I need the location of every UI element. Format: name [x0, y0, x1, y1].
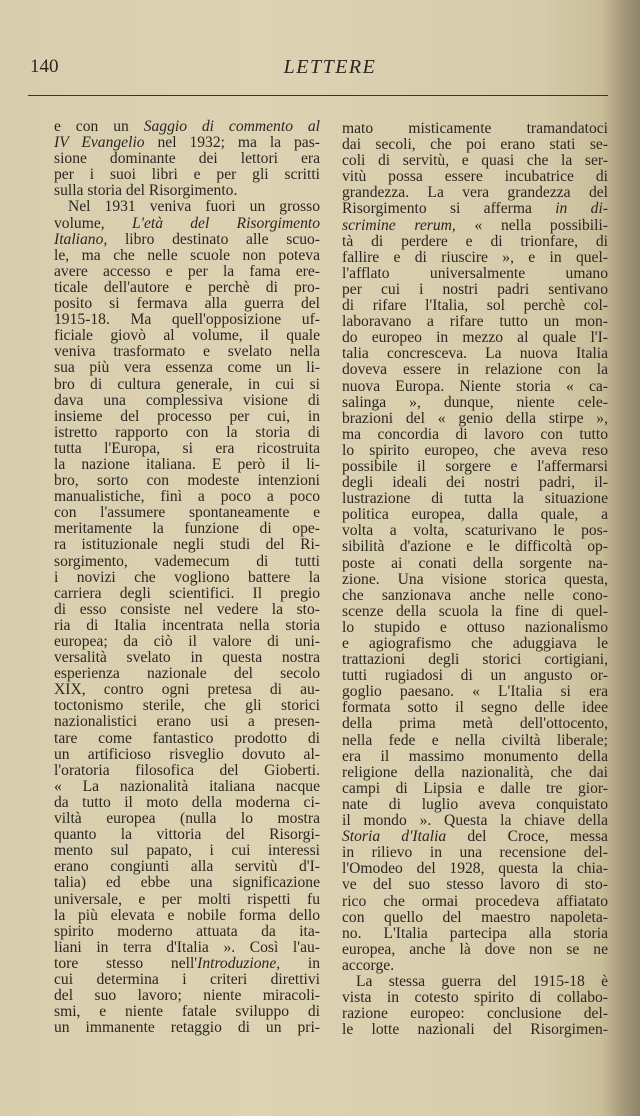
- text-line: erano congiunti alla servitù d'I-: [54, 858, 320, 876]
- right-text-column: [342, 121, 608, 1038]
- text-line: religione della nazionalità, che dai: [342, 763, 608, 781]
- text-line: doveva essere in relazione con la: [342, 361, 608, 379]
- text-line: l'afflato universalmente umano: [342, 264, 608, 282]
- text-line: nazionalistici erano usi a presen-: [54, 713, 320, 731]
- text-line: europea, anche là dove non se ne: [342, 940, 608, 958]
- text-line: avere accesso e per la fama ere-: [54, 262, 320, 280]
- text-line: carriera degli scientifici. Il pregio: [54, 584, 320, 602]
- text-line: mento sul papato, i cui interessi: [54, 842, 320, 860]
- text-line: insieme del processo per cui, in: [54, 407, 320, 425]
- text-line: razione europeo: conclusione del-: [342, 1005, 608, 1023]
- text-line: no. L'Italia partecipa alla storia: [342, 924, 608, 942]
- text-line: bro, sorto con modeste intenzioni: [54, 472, 320, 490]
- italic-text: Saggio di commento al: [143, 118, 320, 135]
- text-line: [54, 232, 320, 248]
- italic-text: scrimine rerum,: [342, 216, 456, 234]
- text-line: coli di servitù, e quasi che la ser-: [342, 152, 608, 170]
- text-line: do europeo in mezzo al quale l'I-: [342, 329, 608, 347]
- text-line: fallire e di riuscire », e in quel-: [342, 248, 608, 266]
- text-line: Nel 1931 veniva fuori un grosso: [68, 198, 320, 216]
- text-line: ficiale giovò al volume, il quale: [54, 327, 320, 345]
- text-line: XIX, contro ogni pretesa di au-: [54, 681, 320, 699]
- text-line: del suo lavoro; niente miracoli-: [54, 987, 320, 1005]
- text-line: per i suoi libri e per gli scritti: [54, 166, 320, 184]
- text-line: [54, 119, 320, 135]
- text-line: salinga », dunque, niente cele-: [342, 393, 608, 411]
- text-line: ra istituzionale negli studi del Ri-: [54, 536, 320, 554]
- text-line: sua più vera essenza come un li-: [54, 359, 320, 377]
- text-line: in rilievo in una recensione del-: [342, 844, 608, 862]
- text-line: che sanzionava anche nelle cono-: [342, 586, 608, 604]
- text-line: sulla storia del Risorgimento.: [54, 182, 238, 200]
- text-line: europea; da ciò il valore di uni-: [54, 633, 320, 650]
- italic-text: Storia d'Italia: [342, 828, 447, 846]
- text-line: i novizi che vogliono battere la: [54, 568, 320, 586]
- text-line: [54, 216, 320, 232]
- text-line: lo spirito europeo, che aveva reso: [342, 441, 608, 459]
- text-line: versalità svelato in questa nostra: [54, 649, 320, 667]
- text-line: veniva trasformato e svelato nella: [54, 343, 320, 361]
- text-line: [342, 218, 608, 234]
- text-line: accorge.: [342, 956, 395, 974]
- text-line: ria di Italia incentrata nella storia: [54, 616, 320, 634]
- header-rule: [28, 95, 608, 96]
- italic-text: Introduzione,: [197, 954, 281, 972]
- text-line: talia concresceva. La nuova Italia: [342, 345, 608, 363]
- text-segment: in: [280, 954, 320, 972]
- italic-text: in di-: [555, 200, 608, 218]
- text-line: toctonismo sterile, che gli storici: [54, 697, 320, 715]
- text-line: zione. Una visione storica questa,: [342, 570, 608, 588]
- text-line: liani in terra d'Italia ». Così l'au-: [54, 938, 320, 956]
- text-line: cui determina i criteri direttivi: [54, 970, 320, 988]
- text-line: vista in cotesto spirito di collabo-: [342, 989, 608, 1007]
- text-line: scenze della scuola la fine di quel-: [342, 602, 608, 620]
- text-line: la nazione italiana. E però il li-: [54, 455, 320, 473]
- text-line: rico che ormai procedeva affiatato: [342, 892, 608, 910]
- text-line: talia) ed ebbe una significazione: [54, 874, 320, 892]
- text-line: con l'assumere spontaneamente e: [54, 504, 320, 522]
- text-line: della prima metà dell'ottocento,: [342, 715, 608, 733]
- text-line: bro di cultura generale, in cui si: [54, 375, 320, 393]
- text-line: l'oratoria filosofica del Gioberti.: [54, 761, 320, 779]
- text-segment: tore stesso nell': [54, 954, 198, 972]
- text-line: goglio paesano. « L'Italia si era: [342, 683, 608, 701]
- text-line: viltà europea (nulla lo mostra: [54, 810, 320, 828]
- text-line: [54, 135, 320, 151]
- text-line: brazioni del « genio della stirpe »,: [342, 409, 608, 427]
- text-line: [342, 829, 608, 845]
- text-line: un artificioso risveglio dovuto al-: [54, 745, 320, 763]
- text-segment: volume,: [54, 214, 132, 232]
- text-line: poste ai conati della sorgente na-: [342, 554, 608, 572]
- text-line: manualistiche, finì a poco a poco: [54, 488, 320, 506]
- text-line: volta a volta, scaturivano le pos-: [342, 522, 608, 540]
- text-line: era il massimo monumento della: [342, 747, 608, 765]
- text-line: con quello del maestro napoleta-: [342, 908, 608, 926]
- text-line: La stessa guerra del 1915-18 è: [356, 972, 608, 990]
- text-segment: nel 1932; ma la pas-: [144, 134, 320, 152]
- text-line: nate di luglio aveva conquistato: [342, 795, 608, 813]
- text-line: mato misticamente tramandatoci: [342, 120, 608, 137]
- text-segment: « nella possibili-: [455, 216, 608, 234]
- text-line: per cui i nostri padri sentivano: [342, 280, 608, 298]
- text-segment: Risorgimento si afferma: [342, 200, 556, 218]
- text-line: universale, e per molti rispetti fu: [54, 890, 320, 908]
- text-line: spirito moderno attuata da ita-: [54, 922, 320, 940]
- text-line: grandezza. La vera grandezza del: [342, 184, 608, 202]
- text-line: campi di Lipsia e dalle tre gior-: [342, 779, 608, 797]
- left-text-column: [54, 119, 320, 1036]
- text-line: lo stupido e ottuso nazionalismo: [342, 618, 608, 636]
- text-line: ma concordia di lavoro con tutto: [342, 425, 608, 443]
- text-line: vitù possa essere incubatrice di: [342, 168, 608, 186]
- text-line: posito si fermava alla guerra del: [54, 295, 320, 313]
- text-line: tutti rugiadosi di un angusto or-: [342, 667, 608, 685]
- text-line: le, ma che nelle scuole non poteva: [54, 246, 320, 264]
- text-line: nuova Europa. Niente storia « ca-: [342, 377, 608, 395]
- text-line: lustrazione di tutta la situazione: [342, 490, 608, 508]
- text-line: tutta l'Europa, si era ricostruita: [54, 439, 320, 457]
- text-line: quanto la vittoria del Risorgi-: [54, 826, 320, 844]
- text-line: di rifare l'Italia, sol perchè col-: [342, 297, 608, 315]
- text-line: nella fede e nella civiltà liberale;: [342, 731, 608, 749]
- text-line: meritamente la funzione di ope-: [54, 520, 320, 538]
- text-segment: e con un: [54, 118, 144, 135]
- text-line: [342, 201, 608, 217]
- text-line: possibile il sorgere e l'affermarsi: [342, 457, 608, 475]
- text-segment: del Croce, messa: [446, 828, 608, 846]
- text-line: dai secoli, che poi erano stati se-: [342, 136, 608, 154]
- italic-text: Italiano,: [54, 230, 108, 248]
- italic-text: IV Evangelio: [54, 134, 145, 152]
- text-line: politica europea, dalla quale, a: [342, 506, 608, 524]
- text-line: e agiografismo che aduggiava le: [342, 635, 608, 652]
- text-line: ve del suo stesso lavoro di sto-: [342, 876, 608, 894]
- running-title: LETTERE: [283, 56, 377, 78]
- text-line: dava una complessiva visione di: [54, 391, 320, 409]
- text-line: sibilità d'azione e le difficoltà op-: [342, 538, 608, 556]
- text-line: un immanente retaggio di un pri-: [54, 1019, 320, 1037]
- text-line: il mondo ». Questa la chiave della: [342, 812, 608, 830]
- text-line: sorgimento, vademecum di tutti: [54, 552, 320, 570]
- text-line: ticale dell'autore e perchè di pro-: [54, 278, 320, 296]
- text-line: istretto rapporto con la storia di: [54, 423, 320, 441]
- text-line: le lotte nazionali del Risorgimen-: [342, 1021, 608, 1039]
- text-line: degli ideali dei nostri padri, il-: [342, 474, 608, 492]
- text-line: « La nazionalità italiana nacque: [54, 777, 320, 795]
- text-line: la più elevata e nobile forma dello: [54, 906, 320, 924]
- text-line: [54, 956, 320, 972]
- text-line: formata sotto il segno delle idee: [342, 699, 608, 717]
- text-line: tare come fantastico prodotto di: [54, 729, 320, 747]
- text-line: 1915-18. Ma quell'opposizione uf-: [54, 311, 320, 329]
- text-line: esperienza nazionale del secolo: [54, 665, 320, 683]
- text-line: l'Omodeo del 1928, questa la chia-: [342, 860, 608, 878]
- italic-text: L'età del Risorgimento: [131, 214, 321, 232]
- page-number: 140: [30, 56, 59, 77]
- text-line: laboravano a rifare tutto un mon-: [342, 313, 608, 331]
- text-line: di esso consiste nel vedere la sto-: [54, 600, 320, 618]
- text-line: da tutto il moto della moderna ci-: [54, 793, 320, 811]
- text-line: sione dominante dei lettori era: [54, 150, 320, 168]
- text-line: smi, e niente fatale sviluppo di: [54, 1003, 320, 1021]
- text-segment: libro destinato alle scuo-: [107, 230, 320, 248]
- text-line: tà di perdere e di trionfare, di: [342, 232, 608, 250]
- text-line: trattazioni degli storici cortigiani,: [342, 651, 608, 669]
